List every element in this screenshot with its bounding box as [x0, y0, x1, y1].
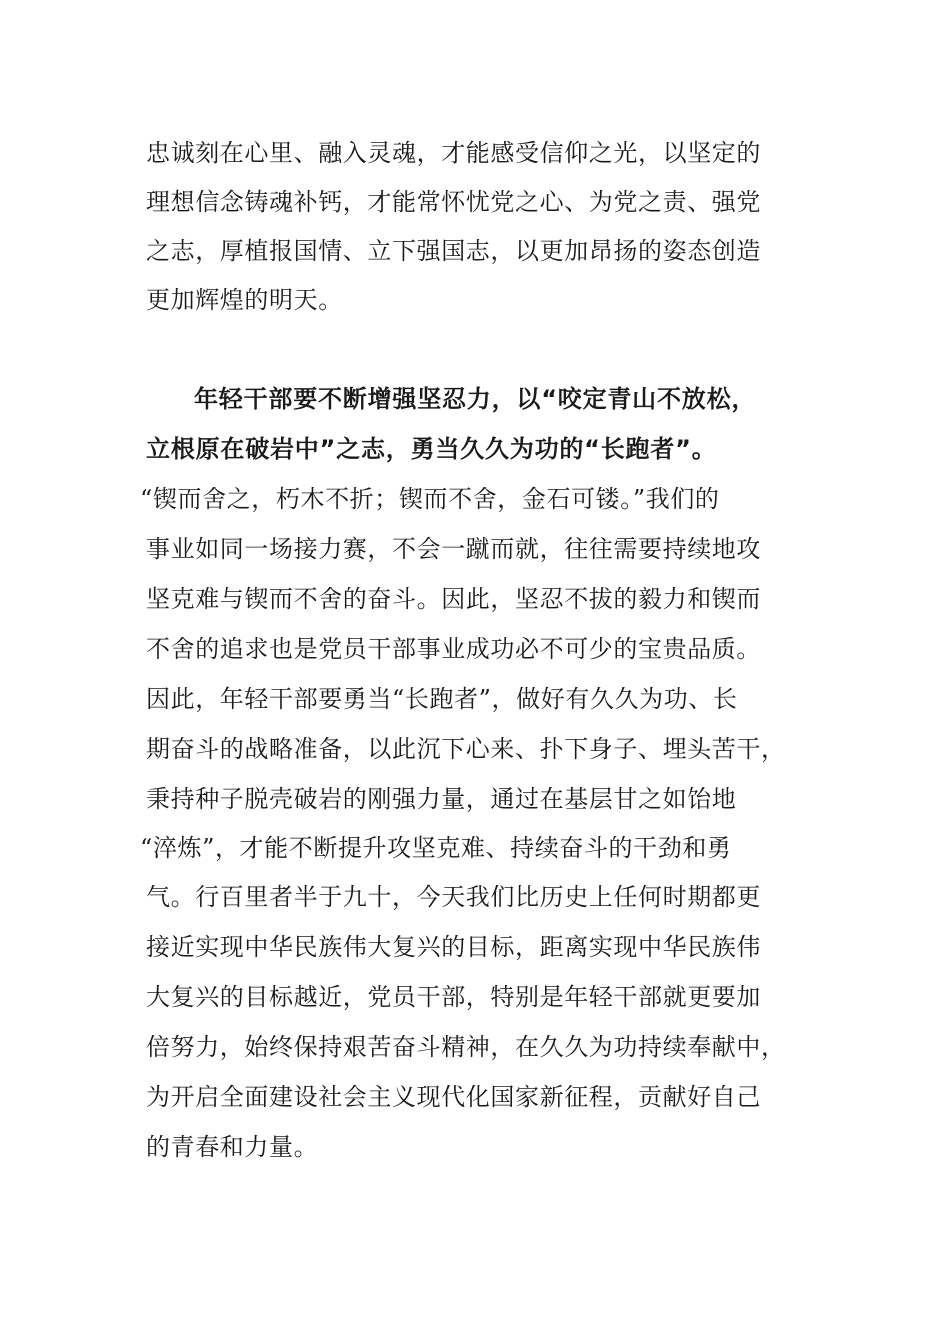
paragraph-1-line: 之志，厚植报国情、立下强国志，以更加昂扬的姿态创造: [146, 237, 761, 265]
heading-line: 年轻干部要不断增强坚忍力，以“咬定青山不放松，: [194, 385, 757, 413]
paragraph-2-line: 坚克难与锲而不舍的奋斗。因此，坚忍不拔的毅力和锲而: [146, 585, 761, 613]
paragraph-1-line: 更加辉煌的明天。: [146, 286, 343, 314]
paragraph-2-line: “锲而舍之，朽木不折；锲而不舍，金石可镂。”我们的: [140, 485, 720, 513]
paragraph-2-line: 的青春和力量。: [146, 1133, 319, 1161]
paragraph-2-line: 不舍的追求也是党员干部事业成功必不可少的宝贵品质。: [146, 635, 761, 663]
paragraph-1-line: 理想信念铸魂补钙，才能常怀忧党之心、为党之责、强党: [146, 188, 761, 216]
heading-line: 立根原在破岩中”之志，勇当久久为功的“长跑者”。: [146, 435, 717, 463]
paragraph-2-line: 大复兴的目标越近，党员干部，特别是年轻干部就更要加: [146, 983, 761, 1011]
paragraph-2-line: 倍努力，始终保持艰苦奋斗精神，在久久为功持续奉献中，: [146, 1033, 786, 1061]
paragraph-2-line: 因此，年轻干部要勇当“长跑者”，做好有久久为功、长: [146, 685, 738, 713]
paragraph-2-line: 为开启全面建设社会主义现代化国家新征程，贡献好自己: [146, 1083, 761, 1111]
paragraph-2-line: 秉持种子脱壳破岩的刚强力量，通过在基层甘之如饴地: [146, 785, 737, 813]
paragraph-2-line: “淬炼”，才能不断提升攻坚克难、持续奋斗的干劲和勇: [140, 834, 732, 862]
paragraph-2-line: 接近实现中华民族伟大复兴的目标，距离实现中华民族伟: [146, 933, 761, 961]
paragraph-2-line: 气。行百里者半于九十，今天我们比历史上任何时期都更: [146, 883, 761, 911]
paragraph-2-line: 事业如同一场接力赛，不会一蹴而就，往往需要持续地攻: [146, 535, 761, 563]
paragraph-2-line: 期奋斗的战略准备，以此沉下心来、扑下身子、埋头苦干，: [146, 735, 786, 763]
paragraph-1-line: 忠诚刻在心里、融入灵魂，才能感受信仰之光，以坚定的: [146, 139, 761, 167]
